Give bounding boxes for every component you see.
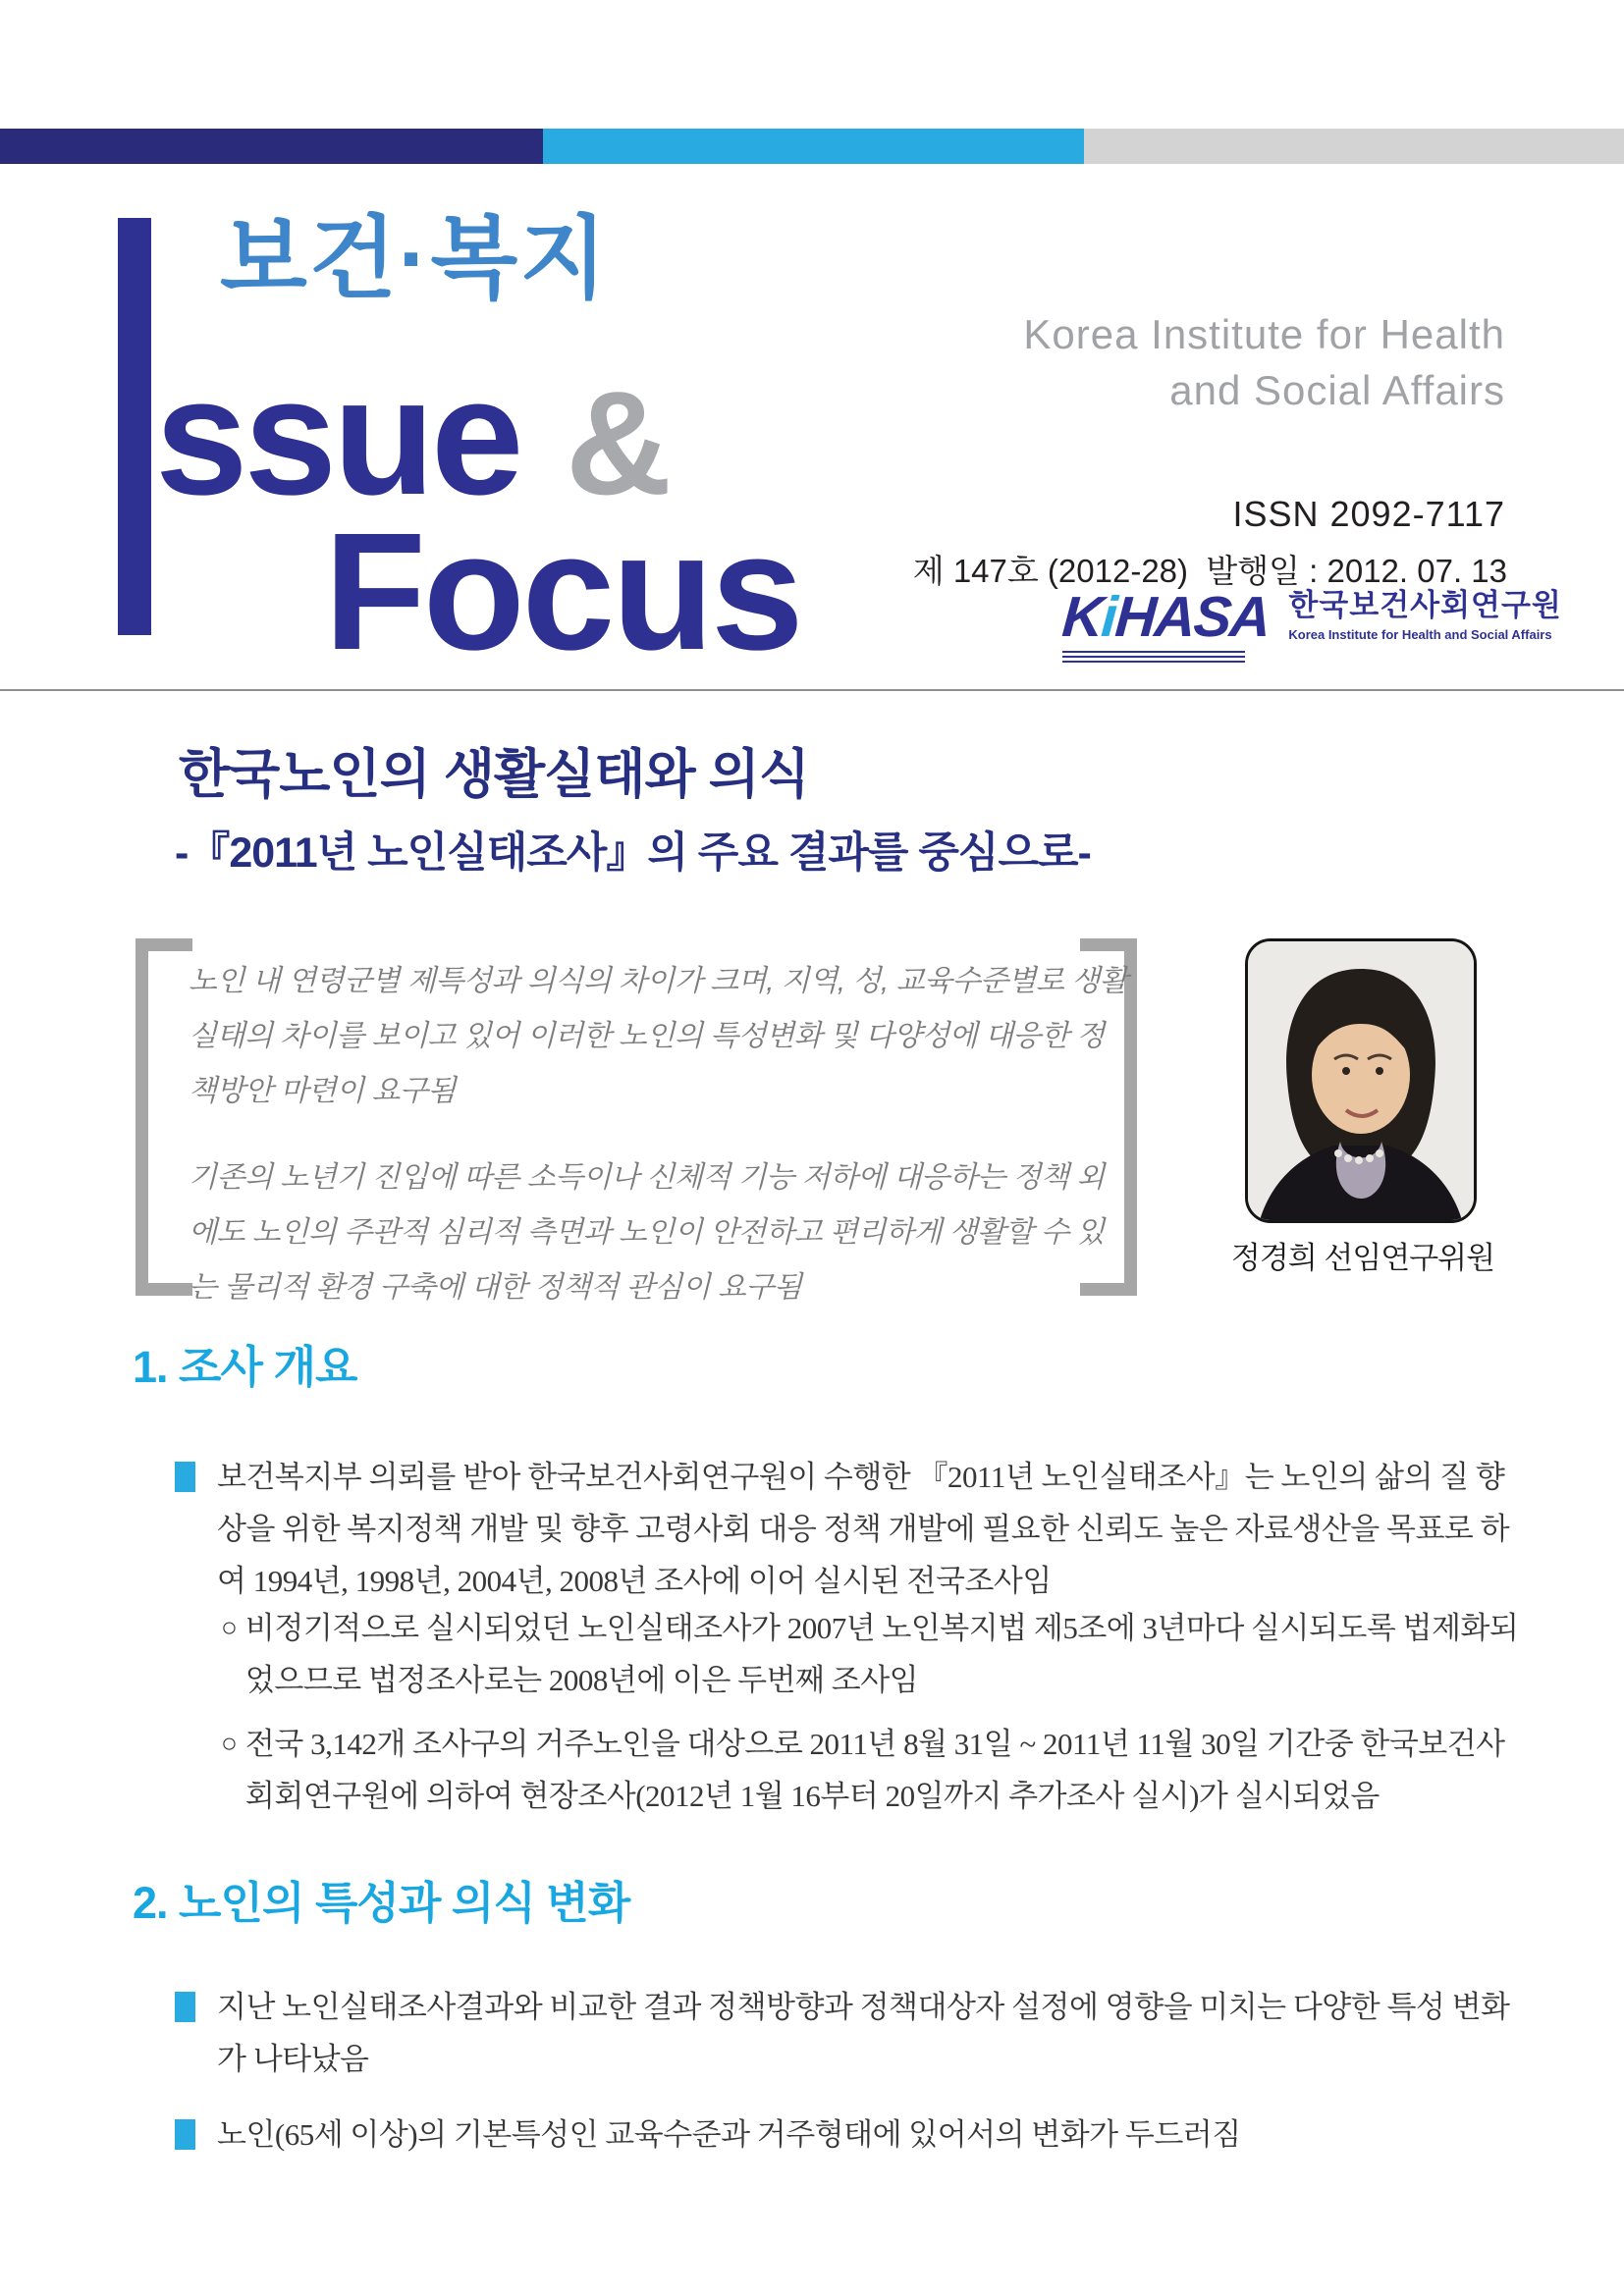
author-portrait-illustration (1248, 941, 1474, 1220)
kihasa-letters-hasa: HASA (1112, 585, 1272, 649)
abstract-paragraph-2: 기존의 노년기 진입에 따른 소득이나 신체적 기능 저하에 대응하는 정책 외에도 노인의 주관적 심리적 측면과 노인이 안전하고 편리하게 생활할 수 있는 물리적 환경 구축에 대한 정책적 관심이 요구됨 (189, 1161, 1105, 1304)
institute-english-line1: Korea Institute for Health (1023, 311, 1505, 357)
abstract-left-bracket (135, 938, 192, 1296)
masthead-korean-title: 보건·복지 (220, 209, 610, 309)
kihasa-letter-i: i (1099, 585, 1118, 649)
header-divider-line (0, 689, 1624, 691)
bullet-text: 전국 3,142개 조사구의 거주노인을 대상으로 2011년 8월 31일 ~ 2011년 11월 30일 기간중 한국보건사회회연구원에 의하여 현장조사(2012년 1월 16부터 20일까지 추가조사 실시)가 실시되었음 (244, 1727, 1505, 1813)
logo-focus-text: Focus (324, 499, 801, 685)
square-bullet-icon (175, 1992, 195, 2022)
square-bullet-icon (175, 1462, 195, 1492)
kihasa-korean-name: 한국보건사회연구원 (1288, 588, 1562, 622)
kihasa-logo (1059, 585, 1562, 663)
circle-bullet-icon: ○ (221, 1613, 238, 1643)
issue-number-date: 제 147호 (2012-28) 발행일 : 2012. 07. 13 (912, 553, 1507, 589)
section-1-subbullet-2 (221, 1718, 1527, 1822)
logo-i-bar (118, 218, 151, 635)
author-caption: 정경희 선임연구위원 (1230, 1241, 1495, 1275)
top-bar (0, 129, 1624, 164)
logo-issue-line (155, 344, 673, 530)
section-2-bullet-1 (175, 1981, 1514, 2085)
kihasa-logo-letters-block (1059, 585, 1272, 663)
abstract-paragraph-1: 노인 내 연령군별 제특성과 의식의 차이가 크며, 지역, 성, 교육수준별로 생활실태의 차이를 보이고 있어 이러한 노인의 특성변화 및 다양성에 대응한 정책방안 마련이 요구됨 (189, 965, 1128, 1107)
kihasa-logo-latin (1059, 585, 1272, 649)
circle-bullet-icon: ○ (221, 1729, 238, 1759)
author-photo (1245, 938, 1477, 1223)
kihasa-letter-k: K (1059, 585, 1105, 649)
kihasa-logo-korean-block (1288, 589, 1562, 642)
article-title: 한국노인의 생활실태와 의식 (179, 745, 809, 804)
abstract (189, 954, 1129, 1347)
bullet-text: 비정기적으로 실시되었던 노인실태조사가 2007년 노인복지법 제5조에 3년마다 실시되도록 법제화되었으므로 법정조사로는 2008년에 이은 두번째 조사임 (244, 1611, 1519, 1697)
square-bullet-icon (175, 2119, 195, 2150)
logo-ampersand: & (565, 360, 673, 525)
bullet-text: 지난 노인실태조사결과와 비교한 결과 정책방향과 정책대상자 설정에 영향을 미치는 다양한 특성 변화가 나타났음 (217, 1990, 1510, 2076)
kihasa-logo-underlines (1062, 651, 1245, 663)
bullet-text: 노인(65세 이상)의 기본특성인 교육수준과 거주형태에 있어서의 변화가 두드러짐 (217, 2117, 1241, 2152)
section-1-subbullet-1 (221, 1602, 1527, 1706)
logo-issue-text: ssue (155, 344, 520, 530)
section-1-bullet-1 (175, 1451, 1514, 1607)
kihasa-english-name: Korea Institute for Health and Social Affairs (1288, 627, 1552, 643)
institute-english-line2: and Social Affairs (1169, 367, 1505, 413)
section-2-bullet-2 (175, 2109, 1514, 2161)
issn-number: ISSN 2092-7117 (1232, 494, 1505, 534)
article-subtitle: -『2011년 노인실태조사』의 주요 결과를 중심으로- (175, 829, 1091, 877)
institute-english-name (1023, 306, 1505, 418)
section-1-heading: 1. 조사 개요 (133, 1342, 357, 1392)
top-bar-navy-segment (0, 129, 543, 164)
top-bar-gray-segment (1084, 129, 1624, 164)
section-2-heading: 2. 노인의 특성과 의식 변화 (133, 1878, 630, 1928)
top-bar-blue-segment (543, 129, 1084, 164)
bullet-text: 보건복지부 의뢰를 받아 한국보건사회연구원이 수행한 『2011년 노인실태조사』는 노인의 삶의 질 향상을 위한 복지정책 개발 및 향후 고령사회 대응 정책 개발에 필요한 신뢰도 높은 자료생산을 목표로 하여 1994년, 1998년, 2004년, 2008년 조사에 이어 실시된 전국조사임 (217, 1460, 1510, 1598)
